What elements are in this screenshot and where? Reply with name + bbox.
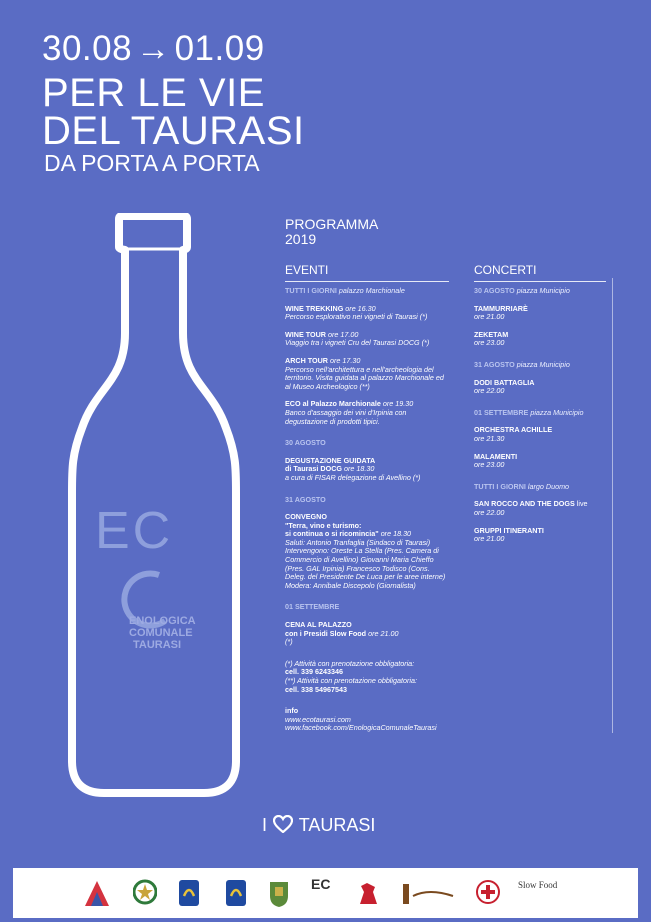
list-item <box>474 453 606 470</box>
eventi-section-31-agosto <box>285 496 449 591</box>
list-item <box>285 357 449 391</box>
eco-text <box>129 615 196 651</box>
event-title: WINE TOUR <box>285 329 326 339</box>
note-phone: cell. 338 54967543 <box>285 684 347 694</box>
eventi-heading: EVENTI <box>285 263 329 277</box>
section-day: 01 SETTEMBRE <box>285 602 340 612</box>
concert-title: SAN ROCCO AND THE DOGS <box>474 499 575 509</box>
event-desc: (*) <box>285 637 293 647</box>
list-item <box>474 426 606 443</box>
eco-letters: EC <box>95 502 174 560</box>
eco-logo <box>95 502 196 651</box>
campanile-logo <box>401 878 457 908</box>
list-item <box>285 331 449 348</box>
event-desc: Percorso esplorativo nei vigneti di Taurasi (*) <box>285 312 428 322</box>
concerti-column <box>474 263 606 544</box>
horse-logo <box>355 878 381 908</box>
note-phone: cell. 339 6243346 <box>285 667 343 677</box>
programma-year: 2019 <box>285 231 317 247</box>
section-place: piazza Municipio <box>516 286 570 295</box>
concert-title: GRUPPI ITINERANTI <box>474 525 544 535</box>
eventi-section-01-settembre <box>285 603 449 646</box>
list-item <box>285 513 449 590</box>
note-text: (*) Attività con prenotazione obbligatoria: <box>285 658 415 668</box>
regione-campania-logo <box>178 878 200 908</box>
arrow-icon: → <box>136 30 171 68</box>
list-item <box>285 305 449 322</box>
section-day: 01 SETTEMBRE <box>474 407 529 417</box>
concerti-section-all-days <box>474 483 606 544</box>
date-to: 01.09 <box>174 29 265 68</box>
comune-stemma <box>268 878 290 908</box>
event-time: ore 19.30 <box>382 399 414 409</box>
slogan <box>262 813 375 837</box>
programma-label: PROGRAMMA <box>285 216 379 232</box>
event-title: DEGUSTAZIONE GUIDATA <box>285 455 376 465</box>
slow-food-logo: Slow Food <box>518 880 558 890</box>
section-day: 31 AGOSTO <box>474 359 515 369</box>
concert-time: ore 22.00 <box>474 386 505 396</box>
croce-rossa-logo <box>475 878 501 908</box>
section-place: largo Duomo <box>527 481 570 491</box>
title-line-1: PER LE VIE <box>42 71 265 115</box>
list-item <box>285 457 449 483</box>
concert-suffix: live <box>576 499 588 509</box>
concert-time: ore 21.00 <box>474 534 505 544</box>
list-item <box>474 379 606 396</box>
list-item <box>474 527 606 544</box>
event-desc: Viaggio tra i vigneti Cru del Taurasi DOCG (*) <box>285 338 430 348</box>
section-day: 30 AGOSTO <box>474 286 515 295</box>
heart-icon <box>273 815 293 833</box>
event-time: ore 21.00 <box>368 628 399 638</box>
title-line-2: DEL TAURASI <box>42 109 305 153</box>
concert-time: ore 23.00 <box>474 460 505 470</box>
repubblica-italiana-emblem <box>133 878 157 908</box>
concert-title: ZEKETAM <box>474 329 509 339</box>
list-item <box>285 621 449 647</box>
event-time: ore 18.30 <box>380 529 412 539</box>
concerti-section-01-settembre <box>474 409 606 470</box>
concerti-divider <box>474 281 606 282</box>
eventi-divider <box>285 281 449 282</box>
event-title: CENA AL PALAZZO <box>285 620 352 630</box>
list-item <box>474 305 606 322</box>
section-place: palazzo Marchionale <box>338 286 405 295</box>
booking-notes <box>285 660 449 694</box>
programma-heading <box>285 217 378 247</box>
event-title-2: "Terra, vino e turismo: <box>285 520 362 530</box>
concert-time: ore 22.00 <box>474 507 505 517</box>
slogan-suffix: TAURASI <box>298 815 376 835</box>
concert-time: ore 23.00 <box>474 338 505 348</box>
concerti-section-31-agosto <box>474 361 606 396</box>
event-title: CONVEGNO <box>285 512 327 522</box>
info-block <box>285 707 449 733</box>
eco-line-1: ENOLOGICA <box>129 615 196 627</box>
event-dates <box>42 30 265 68</box>
info-label: info <box>285 706 299 716</box>
sponsor-footer <box>13 868 638 918</box>
event-time: ore 17.00 <box>328 329 359 339</box>
event-desc: a cura di FISAR delegazione di Avellino (*) <box>285 472 421 482</box>
list-item <box>474 500 606 517</box>
event-desc: Banco d'assaggio dei vini d'Irpinia con degustazione di prodotti tipici. <box>285 407 407 426</box>
concert-title: ORCHESTRA ACHILLE <box>474 425 553 435</box>
event-time: ore 16.30 <box>345 303 376 313</box>
eventi-section-all-days <box>285 287 449 426</box>
eventi-section-30-agosto <box>285 439 449 482</box>
concert-time: ore 21.30 <box>474 433 505 443</box>
eco-line-3: TAURASI <box>133 639 182 651</box>
list-item <box>285 400 449 426</box>
section-day: 31 AGOSTO <box>285 494 326 504</box>
section-place: piazza Municipio <box>530 407 584 417</box>
concert-title: DODI BATTAGLIA <box>474 377 535 387</box>
eco-line-2: COMUNALE <box>129 627 193 639</box>
event-title: WINE TREKKING <box>285 303 344 313</box>
event-time: ore 18.30 <box>343 464 375 474</box>
section-day: TUTTI I GIORNI <box>474 481 526 491</box>
event-title: ECO al Palazzo Marchionale <box>285 399 381 409</box>
regione-campania-logo-2 <box>225 878 247 908</box>
concerti-section-30-agosto <box>474 287 606 348</box>
event-desc: Percorso nell'architettura e nell'archeologia del territorio. Visita guidata al palazzo Marchionale ed al Museo Archeologico (**) <box>285 364 444 391</box>
list-item <box>474 331 606 348</box>
column-divider <box>612 278 613 733</box>
event-title-3: si continua o si ricomincia" <box>285 529 379 539</box>
event-title: ARCH TOUR <box>285 355 328 365</box>
eco-logo-small: EC <box>311 876 331 892</box>
section-day: 30 AGOSTO <box>285 438 326 448</box>
event-title-2: con i Presidi Slow Food <box>285 628 367 638</box>
section-place: piazza Municipio <box>516 359 570 369</box>
section-day: TUTTI I GIORNI <box>285 286 337 295</box>
concert-title: MALAMENTI <box>474 451 518 461</box>
concerti-heading: CONCERTI <box>474 263 537 277</box>
event-time: ore 17.30 <box>330 355 361 365</box>
date-from: 30.08 <box>42 29 133 68</box>
event-title-2: di Taurasi DOCG <box>285 464 342 474</box>
info-site-link[interactable]: www.ecotaurasi.com <box>285 714 351 724</box>
event-desc: Saluti: Antonio Tranfaglia (Sindaco di Taurasi) Intervengono: Oreste La Stella (Pres. Camera di Commercio di Avellino) Giovanni Maria Chieffo (Pres. GAL Irpinia) Francesco Todisco (Cons. Deleg. del Presidente De Luca per le aree interne) Modera: Annibale Discepolo (Giornalista) <box>285 537 446 590</box>
subtitle: DA PORTA A PORTA <box>44 150 260 176</box>
concert-time: ore 21.00 <box>474 312 505 322</box>
concert-title: TAMMURRIARÈ <box>474 303 528 313</box>
note-text: (**) Attività con prenotazione obbligatoria: <box>285 676 417 685</box>
info-facebook-link[interactable]: www.facebook.com/EnologicaComunaleTaurasi <box>285 723 437 733</box>
eventi-column <box>285 263 449 733</box>
pro-loco-logo <box>83 878 111 908</box>
slogan-prefix: I <box>262 815 268 835</box>
